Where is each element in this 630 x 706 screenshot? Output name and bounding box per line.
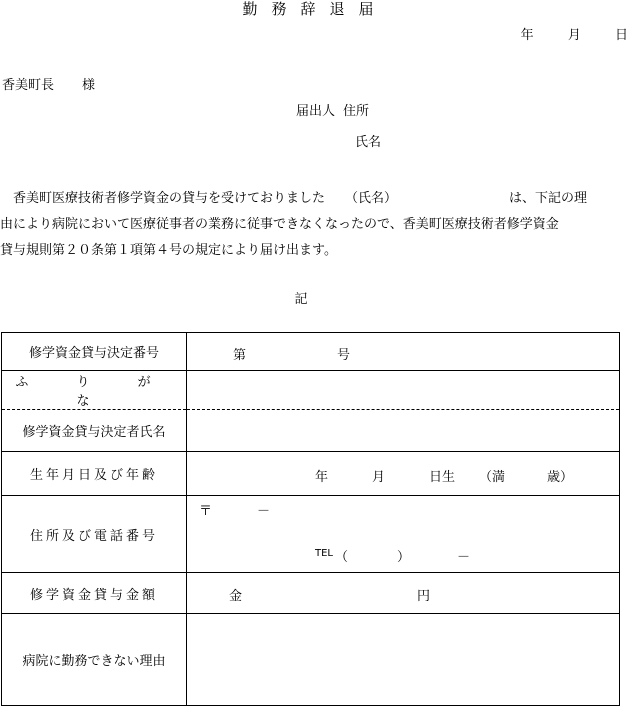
body-line-3: 貸与規則第２０条第１項第４号の規定により届け出ます。	[0, 243, 337, 258]
tel-dash: －	[457, 550, 471, 565]
addressee	[2, 74, 95, 93]
sender-name-label: 氏名	[355, 135, 382, 150]
label-furigana: ふ り が な	[2, 371, 187, 410]
label-decision-number: 修学資金貸与決定番号	[2, 333, 187, 371]
row-address	[2, 496, 620, 573]
label-birthdate: 生年月日及び年齢	[2, 452, 187, 496]
row-amount	[2, 573, 620, 614]
label-reason: 病院に勤務できない理由	[2, 614, 187, 706]
addressee-honorific: 様	[82, 78, 96, 93]
label-address: 住所及び電話番号	[2, 496, 187, 573]
birth-day: 日生	[429, 470, 456, 485]
row-name	[2, 410, 620, 452]
sender-address-label: 住所	[343, 104, 370, 119]
birth-age-close: 歳）	[547, 470, 574, 485]
postal-dash: －	[257, 504, 271, 519]
label-name: 修学資金貸与決定者氏名	[2, 410, 187, 452]
body-text	[0, 186, 630, 264]
addressee-name: 香美町長	[2, 78, 55, 93]
postal-mark: 〒	[199, 504, 213, 519]
decision-go: 号	[337, 348, 351, 363]
birth-age-open: （満	[479, 470, 506, 485]
field-furigana[interactable]	[187, 371, 620, 410]
field-name[interactable]	[187, 410, 620, 452]
sender-address	[296, 100, 369, 119]
field-birthdate[interactable]	[187, 452, 620, 496]
field-decision-number[interactable]	[187, 333, 620, 371]
field-reason[interactable]	[187, 614, 620, 706]
decision-dai: 第	[233, 348, 247, 363]
row-decision-number	[2, 333, 620, 371]
application-form-table	[1, 332, 620, 706]
birth-month: 月	[372, 470, 386, 485]
label-amount: 修学資金貸与金額	[2, 573, 187, 614]
ki-heading: 記	[294, 292, 308, 307]
date-day: 日	[614, 28, 628, 43]
row-reason	[2, 614, 620, 706]
date-year: 年	[520, 28, 534, 43]
birth-year: 年	[315, 470, 329, 485]
amount-kin: 金	[229, 589, 243, 604]
tel-paren-close: ）	[397, 550, 411, 565]
tel-paren-open: （	[335, 550, 349, 565]
field-address[interactable]	[187, 496, 620, 573]
row-furigana	[2, 371, 620, 410]
page-title: 勤務辞退届	[242, 0, 388, 18]
date-month: 月	[567, 28, 581, 43]
sender-label: 届出人	[296, 104, 336, 119]
amount-yen: 円	[417, 589, 431, 604]
date-line	[491, 24, 628, 43]
row-birthdate	[2, 452, 620, 496]
tel-label: TEL	[315, 548, 333, 559]
field-amount[interactable]	[187, 573, 620, 614]
body-line-1: 香美町医療技術者修学資金の貸与を受けておりました （氏名） は、下記の理	[13, 191, 588, 206]
body-line-2: 由により病院において医療従事者の業務に従事できなくなったので、香美町医療技術者修学資金	[0, 217, 559, 232]
